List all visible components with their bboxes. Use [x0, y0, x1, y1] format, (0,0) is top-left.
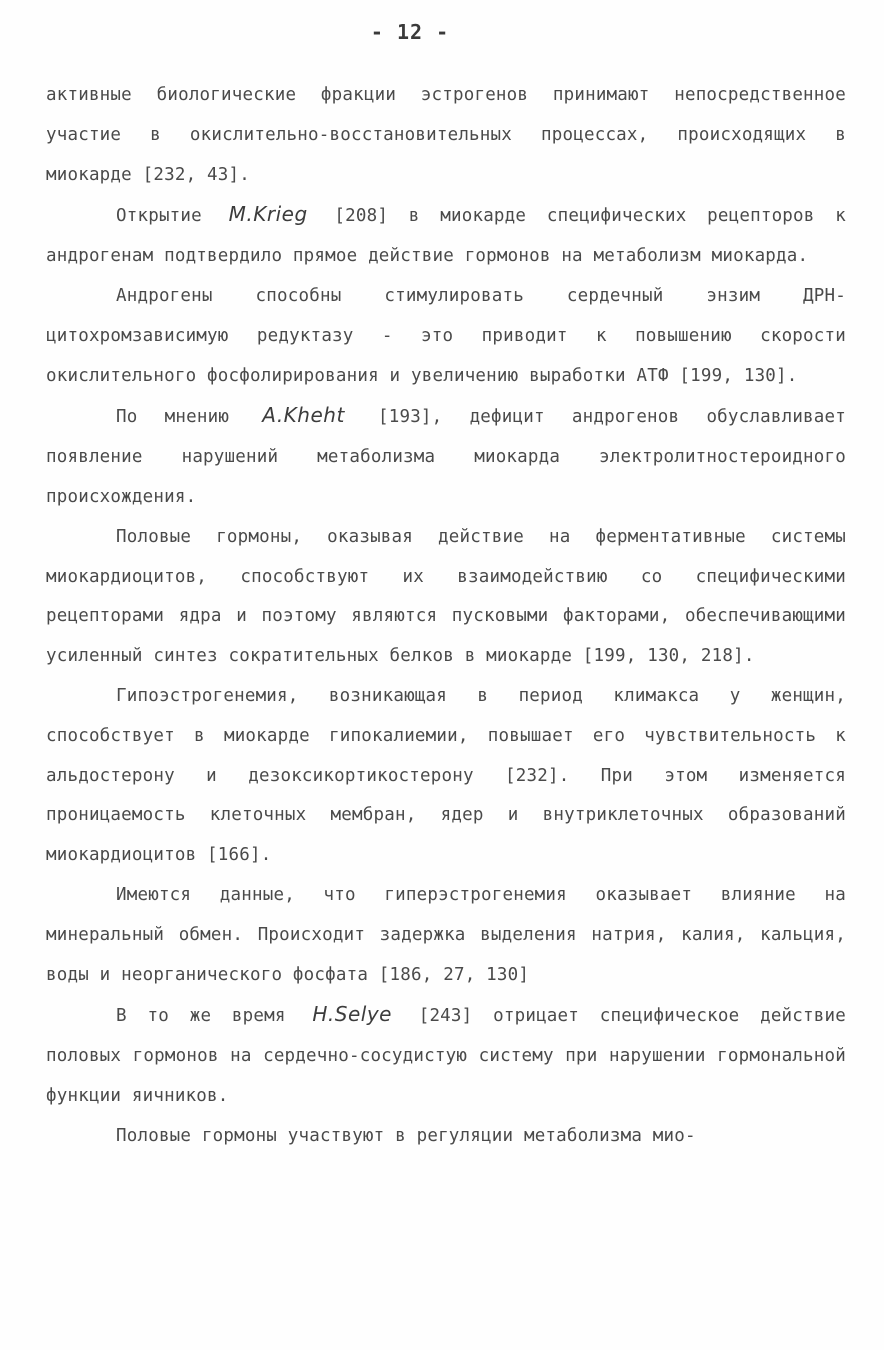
paragraph-text: активные биологические фракции эстрогенов принимают непосредственное участие в окислительно-восстановительных процессах, происходящих в миокарде [232, 43].	[46, 85, 846, 185]
body-text	[46, 76, 846, 1157]
paragraph	[46, 1117, 846, 1157]
paragraph-text: Половые гормоны участвуют в регуляции метаболизма мио-	[116, 1125, 696, 1146]
paragraph-text: В то же время	[116, 1006, 286, 1027]
paragraph	[46, 518, 846, 677]
paragraph	[46, 277, 846, 396]
page-number: - 12 -	[370, 20, 450, 44]
paragraph-text: Половые гормоны, оказывая действие на ферментативные системы миокардиоцитов, способствуют их взаимодействию со специфическими рецепторами ядра и поэтому являются пусковыми факторами, обеспечивающими усиленный синтез сократительных белков в миокарде [199, 130, 218].	[46, 526, 846, 667]
paragraph-text: Имеются данные, что гиперэстрогенемия оказывает влияние на минеральный обмен. Происходит задержка выделения натрия, калия, кальция, воды и неорганического фосфата [186, 27, 130]	[46, 884, 846, 985]
paragraph-text: [208] в миокарде специфических рецепторов к андрогенам подтвердило прямое действие гормонов на метаболизм миокарда.	[46, 206, 846, 267]
handwritten-author: M.Krieg	[228, 202, 308, 227]
paragraph	[46, 195, 846, 277]
paragraph	[46, 396, 846, 517]
handwritten-author: A.Kheht	[262, 403, 345, 428]
paragraph-text: Андрогены способны стимулировать сердечный энзим ДРН-цитохромзависимую редуктазу - это приводит к повышению скорости окислительного фосфолирирования и увеличению выработки АТФ [199, 130].	[46, 285, 846, 386]
paragraph	[46, 76, 846, 195]
paragraph-text: Гипоэстрогенемия, возникающая в период климакса у женщин, способствует в миокарде гипокалиемии, повышает его чувствительность к альдостерону и дезоксикортикостерону [232]. При этом изменяется проницаемость клеточных мембран, ядер и внутриклеточных образований миокардиоцитов [166].	[46, 685, 846, 866]
paragraph	[46, 876, 846, 995]
paragraph-text: [193], дефицит андрогенов обуславливает появление нарушений метаболизма миокарда электролитностероидного происхождения.	[46, 407, 847, 507]
handwritten-author: H.Selye	[312, 1002, 392, 1027]
paragraph-text: По мнению	[116, 407, 230, 428]
paragraph	[46, 677, 846, 876]
paragraph-text: Открытие	[116, 206, 202, 227]
paragraph-text: [243] отрицает специфическое действие половых гормонов на сердечно-сосудистую систему при нарушении гормональной функции яичников.	[46, 1006, 846, 1106]
paragraph	[46, 995, 846, 1116]
